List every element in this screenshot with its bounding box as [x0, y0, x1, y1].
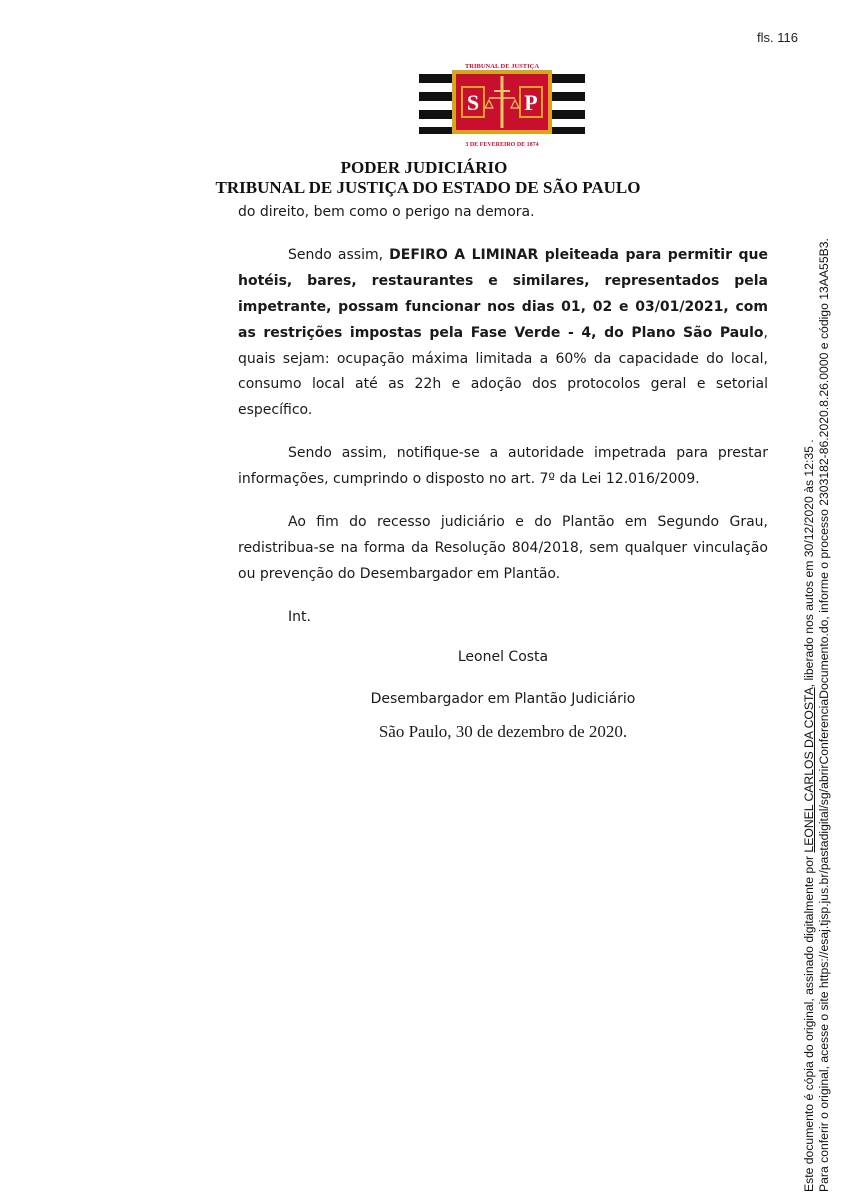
signature-notice-prefix: Este documento é cópia do original, assinado digitalmente por	[802, 852, 816, 1192]
court-emblem-icon	[419, 60, 585, 150]
paragraph-decision-bold: DEFIRO A LIMINAR pleiteada para permitir que hotéis, bares, restaurantes e similares, representados pela impetrante, possam funcionar nos dias 01, 02 e 03/01/2021, com as restrições impostas pela Fase Verde - 4, do Plano São Paulo	[238, 246, 768, 341]
logo-bottom-text: 3 DE FEVEREIRO DE 1874	[465, 142, 539, 148]
paragraph-decision-start: Sendo assim,	[288, 246, 390, 263]
logo-top-text: TRIBUNAL DE JUSTIÇA	[464, 63, 540, 70]
document-body	[238, 200, 768, 744]
signature-notice-line-2: Para conferir o original, acesse o site https://esaj.tjsp.jus.br/pastadigital/sg/abrirConferenciaDocumento.do, informe o processo 2303182-86.2020.8.26.0000 e código 13AA55B3.	[816, 238, 831, 1192]
signer-role: Desembargador em Plantão Judiciário	[370, 690, 636, 707]
header-line-2: TRIBUNAL DE JUSTIÇA DO ESTADO DE SÃO PAULO	[215, 178, 641, 197]
document-header	[0, 158, 848, 198]
paragraph-notify: Sendo assim, notifique-se a autoridade impetrada para prestar informações, cumprindo o disposto no art. 7º da Lei 12.016/2009.	[238, 445, 768, 488]
header-line-1: PODER JUDICIÁRIO	[340, 158, 508, 177]
paragraph-int: Int.	[288, 608, 311, 625]
continuation-text: do direito, bem como o perigo na demora.	[238, 204, 535, 220]
logo-letter-s: S	[466, 90, 480, 115]
paragraph-decision	[238, 243, 768, 424]
paragraph-redistribute: Ao fim do recesso judiciário e do Plantão em Segundo Grau, redistribua-se na forma da Resolução 804/2018, sem qualquer vinculação ou prevenção do Desembargador em Plantão.	[238, 514, 768, 582]
court-logo	[419, 60, 585, 150]
paragraph-decision-end: , quais sejam: ocupação máxima limitada a 60% da capacidade do local, consumo local até as 22h e adoção dos protocolos geral e setorial específico.	[238, 324, 768, 419]
signer-full-name: LEONEL CARLOS DA COSTA	[802, 687, 816, 853]
logo-letter-p: P	[524, 90, 538, 115]
date-line: São Paulo, 30 de dezembro de 2020.	[378, 721, 628, 741]
digital-signature-notice	[802, 182, 831, 1192]
signature-notice-line-1	[802, 182, 817, 1192]
signature-notice-suffix: , liberado nos autos em 30/12/2020 às 12:35 .	[802, 439, 816, 688]
page-number: fls. 116	[757, 30, 798, 45]
signer-name: Leonel Costa	[457, 648, 549, 665]
